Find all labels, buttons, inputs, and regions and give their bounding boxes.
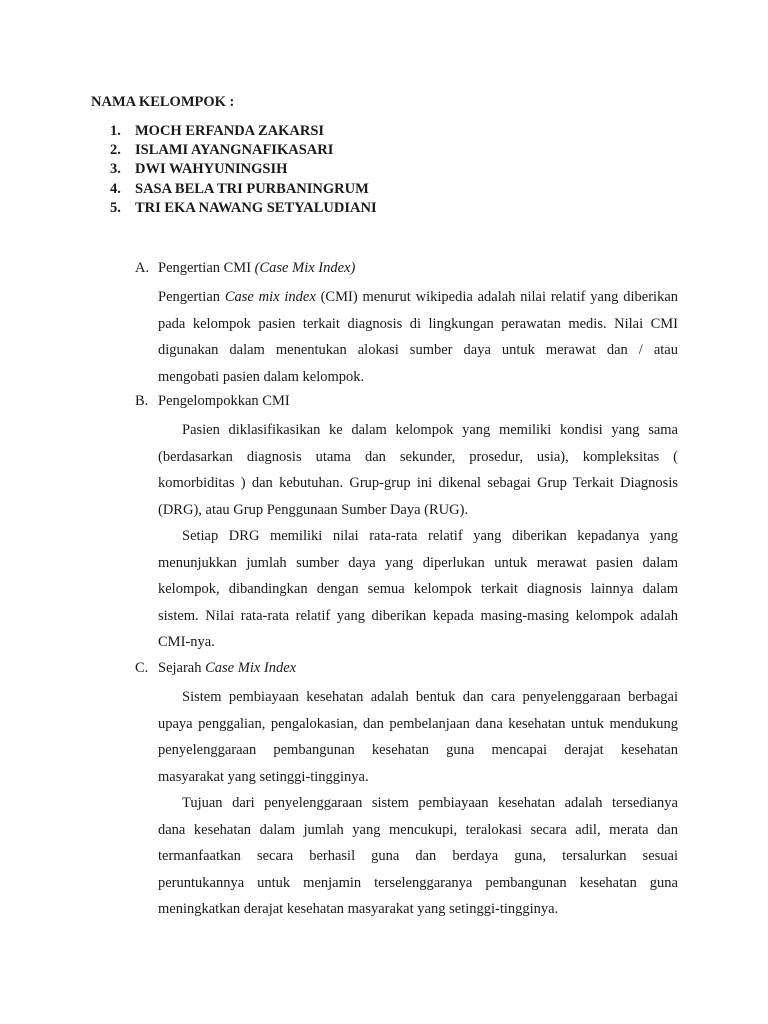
paragraph-line: komorbiditas ) dan kebutuhan. Grup-grup ini dikenal sebagai Grup Terkait Diagnosis bbox=[158, 475, 678, 491]
member-name: TRI EKA NAWANG SETYALUDIANI bbox=[135, 199, 377, 216]
member-name: SASA BELA TRI PURBANINGRUM bbox=[135, 180, 369, 197]
paragraph-line: sistem. Nilai rata-rata relatif yang diberikan kepada masing-masing kelompok adalah bbox=[158, 607, 678, 624]
section-c bbox=[135, 659, 678, 923]
paragraph-line: peruntukannya untuk menjamin terselenggaranya pembangunan kesehatan guna bbox=[158, 874, 678, 891]
paragraph-line: (DRG), atau Grup Penggunaan Sumber Daya (RUG). bbox=[158, 501, 469, 518]
list-number: 3. bbox=[110, 161, 121, 178]
paragraph-line: Setiap DRG memiliki nilai rata-rata relatif yang diberikan kepadanya yang bbox=[182, 528, 678, 544]
paragraph-line: pada kelompok pasien terkait diagnosis di lingkungan perawatan medis. Nilai CMI bbox=[158, 315, 678, 332]
paragraph-line: menunjukkan jumlah sumber daya yang diperlukan untuk merawat pasien dalam bbox=[158, 554, 678, 571]
paragraph-line: dana kesehatan dalam jumlah yang mencukupi, teralokasi secara adil, merata dan bbox=[158, 821, 678, 838]
paragraph-line: CMI-nya. bbox=[158, 634, 215, 650]
section-letter: A. bbox=[135, 260, 150, 276]
paragraph-line: upaya penggalian, pengalokasian, dan pembelanjaan dana kesehatan untuk mendukung bbox=[158, 715, 678, 732]
paragraph-line: mengobati pasien dalam kelompok. bbox=[158, 368, 365, 385]
list-item bbox=[110, 160, 377, 179]
section-c-title bbox=[135, 659, 678, 677]
section-title-italic: Case Mix Index bbox=[205, 660, 297, 676]
section-b-title bbox=[135, 392, 678, 410]
section-a bbox=[135, 259, 678, 390]
section-title-text: Pengertian CMI bbox=[158, 260, 255, 276]
list-number: 2. bbox=[110, 142, 121, 159]
list-item bbox=[110, 141, 377, 160]
member-name: ISLAMI AYANGNAFIKASARI bbox=[135, 142, 334, 159]
paragraph-line: kelompok, dibandingkan dengan semua kelompok terkait diagnosis lainnya dalam bbox=[158, 581, 678, 597]
section-b-paragraph-2 bbox=[135, 523, 678, 656]
list-item bbox=[110, 122, 377, 141]
section-title-italic: (Case Mix Index) bbox=[254, 260, 356, 276]
member-list bbox=[110, 122, 377, 218]
group-heading: NAMA KELOMPOK : bbox=[91, 94, 235, 110]
member-name: MOCH ERFANDA ZAKARSI bbox=[135, 123, 325, 139]
paragraph-line: Tujuan dari penyelenggaraan sistem pembiayaan kesehatan adalah tersedianya bbox=[182, 795, 678, 811]
section-letter: B. bbox=[135, 393, 149, 409]
section-b-paragraph-1 bbox=[135, 417, 678, 523]
list-number: 5. bbox=[110, 199, 121, 216]
section-c-paragraph-2 bbox=[135, 790, 678, 923]
paragraph-line: digunakan dalam menentukan alokasi sumber daya untuk merawat dan / atau bbox=[158, 342, 678, 358]
section-a-title bbox=[135, 259, 678, 277]
paragraph-line: Pasien diklasifikasikan ke dalam kelompok yang memiliki kondisi yang sama bbox=[182, 422, 678, 438]
paragraph-line: Pengertian Case mix index (CMI) menurut wikipedia adalah nilai relatif yang diberikan bbox=[158, 289, 679, 305]
section-b bbox=[135, 392, 678, 656]
paragraph-line: masyarakat yang setinggi-tingginya. bbox=[158, 768, 369, 785]
list-number: 4. bbox=[110, 180, 121, 197]
list-item bbox=[110, 199, 377, 218]
section-title-text: Pengelompokkan CMI bbox=[158, 393, 290, 409]
paragraph-line: (berdasarkan diagnosis utama dan sekunder, prosedur, usia), kompleksitas ( bbox=[158, 448, 678, 465]
paragraph-line: termanfaatkan secara berhasil guna dan berdaya guna, tersalurkan sesuai bbox=[158, 848, 678, 864]
section-title-text: Sejarah bbox=[158, 660, 206, 676]
section-letter: C. bbox=[135, 660, 149, 676]
paragraph-line: Sistem pembiayaan kesehatan adalah bentuk dan cara penyelenggaraan berbagai bbox=[182, 689, 678, 705]
list-item bbox=[110, 180, 377, 199]
section-c-paragraph-1 bbox=[135, 684, 678, 790]
paragraph-line: penyelenggaraan pembangunan kesehatan guna mencapai derajat kesehatan bbox=[158, 742, 678, 758]
section-a-paragraph-1 bbox=[135, 284, 678, 390]
paragraph-line: meningkatkan derajat kesehatan masyarakat yang setinggi-tingginya. bbox=[158, 901, 559, 917]
member-name: DWI WAHYUNINGSIH bbox=[135, 161, 288, 178]
list-number: 1. bbox=[110, 123, 121, 139]
